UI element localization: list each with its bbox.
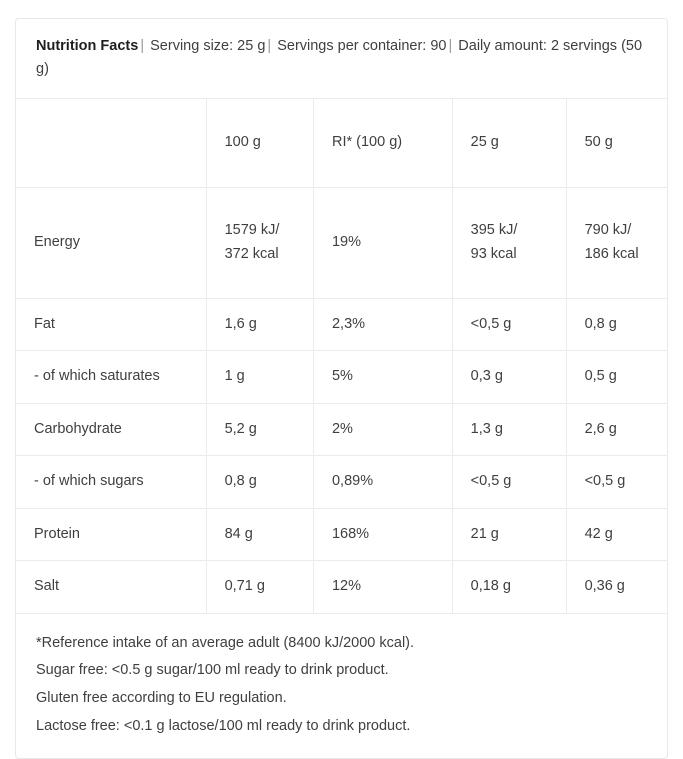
table-row [16, 456, 667, 508]
page-title: Nutrition Facts [36, 38, 139, 54]
nutrient-value-50g: <0,5 g [566, 456, 667, 508]
nutrient-name: Protein [16, 508, 206, 560]
nutrient-value-25g: 0,3 g [452, 351, 566, 403]
nutrient-name: - of which saturates [16, 351, 206, 403]
column-header-50g: 50 g [566, 99, 667, 188]
nutrient-value-25g: 0,18 g [452, 561, 566, 613]
column-header-25g: 25 g [452, 99, 566, 188]
nutrient-name: Energy [16, 187, 206, 298]
nutrient-value-25g: <0,5 g [452, 298, 566, 350]
servings-per-container-label: Servings per container: 90 [277, 38, 447, 54]
nutrient-value-100g: 0,8 g [206, 456, 313, 508]
nutrient-value-50g: 0,36 g [566, 561, 667, 613]
footnotes [16, 614, 667, 758]
nutrient-value-50g: 2,6 g [566, 403, 667, 455]
footnote-gluten-free: Gluten free according to EU regulation. [36, 689, 287, 706]
nutrition-table [16, 99, 667, 614]
nutrient-value-100g: 84 g [206, 508, 313, 560]
table-row [16, 351, 667, 403]
nutrient-value-ri: 2% [313, 403, 452, 455]
table-row [16, 508, 667, 560]
nutrient-value-ri: 12% [313, 561, 452, 613]
nutrient-name: Carbohydrate [16, 403, 206, 455]
nutrient-value-50g: 0,8 g [566, 298, 667, 350]
nutrient-value-50g: 0,5 g [566, 351, 667, 403]
nutrient-value-25g: 1,3 g [452, 403, 566, 455]
nutrient-value-100g [206, 187, 313, 298]
nutrient-value-50g-line2: 186 kcal [584, 245, 639, 262]
column-header-100g: 100 g [206, 99, 313, 188]
nutrient-value-ri: 2,3% [313, 298, 452, 350]
nutrient-value-50g [566, 187, 667, 298]
nutrient-value-25g: 21 g [452, 508, 566, 560]
serving-information [16, 19, 667, 99]
nutrient-value-25g [452, 187, 566, 298]
nutrient-value-25g-line2: 93 kcal [470, 245, 517, 262]
nutrient-name: Salt [16, 561, 206, 613]
nutrition-facts-panel [15, 18, 668, 759]
nutrient-name: Fat [16, 298, 206, 350]
nutrient-value-100g-line1: 1579 kJ/ [224, 222, 280, 239]
nutrient-value-100g: 1,6 g [206, 298, 313, 350]
table-row [16, 561, 667, 613]
footnote-sugar-free: Sugar free: <0.5 g sugar/100 ml ready to drink product. [36, 662, 389, 679]
serving-separator-3: | [448, 38, 453, 54]
nutrient-value-ri: 19% [313, 187, 452, 298]
nutrient-value-25g-line1: 395 kJ/ [470, 222, 518, 239]
nutrient-value-ri: 168% [313, 508, 452, 560]
nutrient-value-100g: 1 g [206, 351, 313, 403]
nutrient-value-50g: 42 g [566, 508, 667, 560]
nutrient-value-25g: <0,5 g [452, 456, 566, 508]
nutrient-value-ri: 0,89% [313, 456, 452, 508]
table-header-row [16, 99, 667, 188]
nutrient-value-100g: 0,71 g [206, 561, 313, 613]
nutrient-value-ri: 5% [313, 351, 452, 403]
nutrient-value-50g-line1: 790 kJ/ [584, 222, 632, 239]
serving-size-label: Serving size: 25 g [150, 38, 266, 54]
footnote-reference-intake: *Reference intake of an average adult (8400 kJ/2000 kcal). [36, 634, 415, 651]
serving-separator-2: | [267, 38, 272, 54]
table-row [16, 298, 667, 350]
column-header-ri-100g: RI* (100 g) [313, 99, 452, 188]
nutrient-value-100g-line2: 372 kcal [224, 245, 279, 262]
table-row [16, 187, 667, 298]
nutrient-value-100g: 5,2 g [206, 403, 313, 455]
column-header-nutrient [16, 99, 206, 188]
daily-amount-label: Daily amount: 2 servings (50 g) [36, 38, 643, 78]
footnote-lactose-free: Lactose free: <0.1 g lactose/100 ml ready to drink product. [36, 717, 411, 734]
serving-separator-1: | [140, 38, 145, 54]
table-row [16, 403, 667, 455]
nutrient-name: - of which sugars [16, 456, 206, 508]
